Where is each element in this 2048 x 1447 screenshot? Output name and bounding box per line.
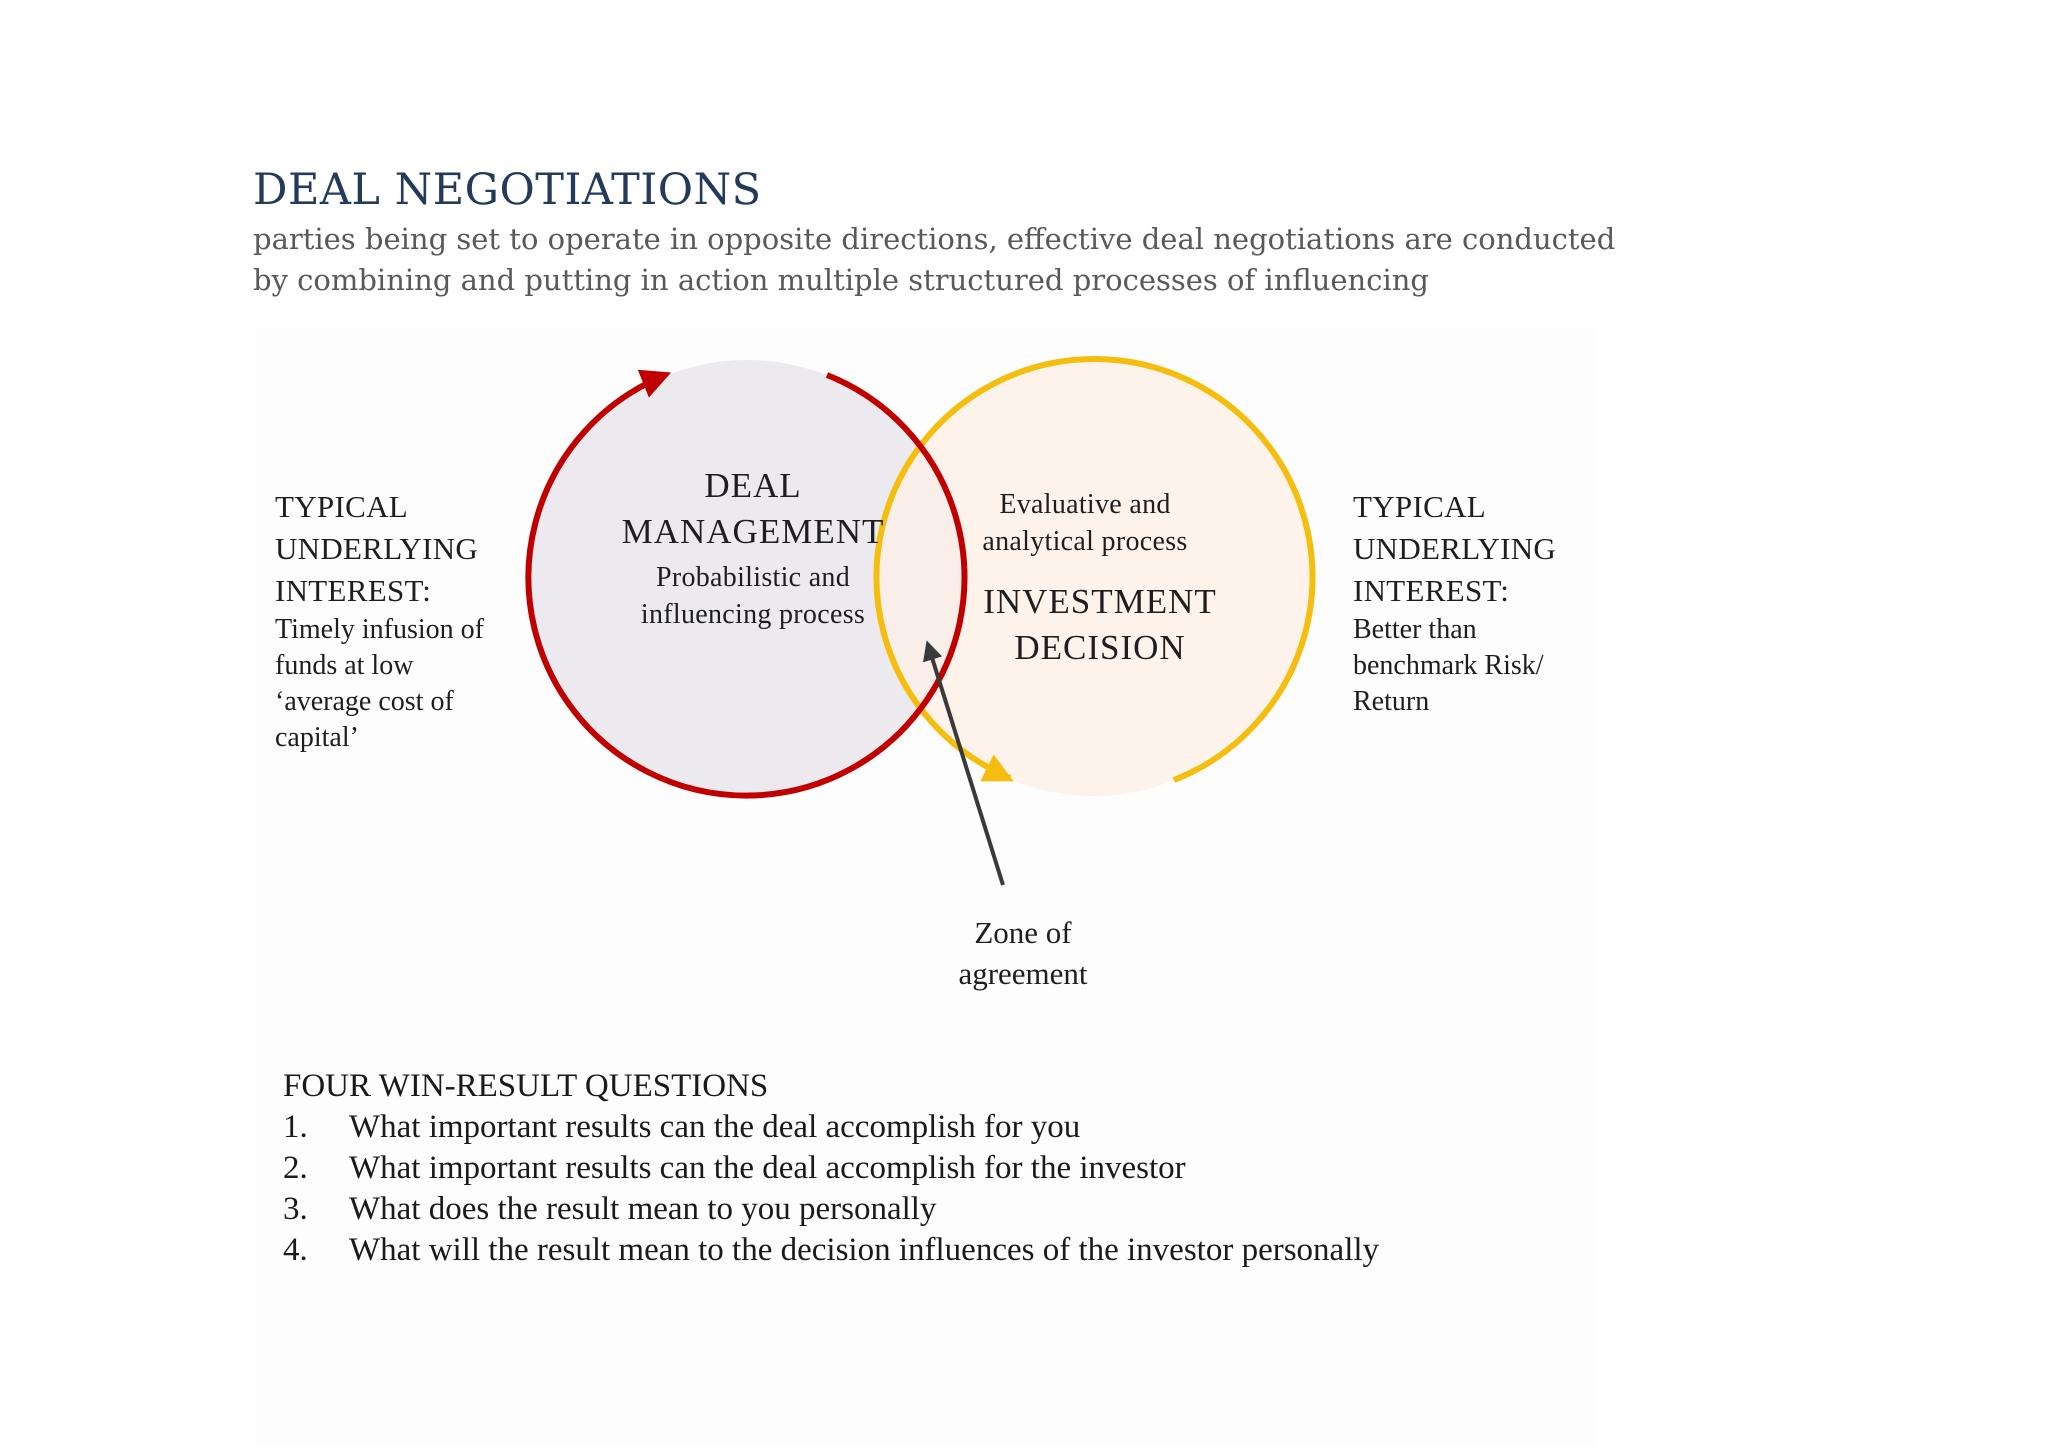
- list-item-text: What does the result mean to you personally: [349, 1191, 937, 1227]
- list-item-text: What important results can the deal accomplish for the investor: [349, 1150, 1186, 1186]
- list-item: [283, 1148, 1783, 1189]
- right-interest-detail-line: benchmark Risk/: [1353, 650, 1544, 681]
- subtitle-line: by combining and putting in action multiple structured processes of influencing: [253, 263, 1429, 297]
- zone-of-agreement-line: agreement: [958, 956, 1088, 991]
- win-result-questions: [283, 1066, 1783, 1271]
- left-interest-detail-line: funds at low: [275, 650, 414, 681]
- left-interest-detail-line: capital’: [275, 722, 359, 753]
- list-item-number: 4.: [283, 1232, 308, 1268]
- investment-decision-title-line: INVESTMENT: [983, 582, 1217, 621]
- investment-decision-title-line: DECISION: [1014, 628, 1186, 667]
- list-item: [283, 1230, 1783, 1271]
- deal-management-title-line: MANAGEMENT: [621, 512, 885, 551]
- left-interest-label: [275, 486, 484, 756]
- zone-of-agreement-line: Zone of: [974, 915, 1072, 950]
- deal-management-ring-arrow: [650, 377, 660, 381]
- left-interest-detail-line: ‘average cost of: [275, 686, 454, 717]
- right-interest-detail-line: Better than: [1353, 614, 1477, 645]
- list-item-text: What will the result mean to the decision influences of the investor personally: [349, 1232, 1380, 1268]
- investment-decision-process-line: Evaluative and: [999, 489, 1171, 520]
- deal-management-label: [600, 463, 906, 633]
- right-interest-detail-line: Return: [1353, 686, 1430, 717]
- right-interest-heading-line: INTEREST:: [1353, 573, 1510, 608]
- investment-decision-label: [930, 486, 1240, 560]
- questions-heading: FOUR WIN-RESULT QUESTIONS: [283, 1068, 769, 1104]
- investment-decision-process-line: analytical process: [982, 526, 1188, 557]
- investment-decision-title: [950, 579, 1250, 671]
- list-item-text: What important results can the deal accomplish for you: [349, 1109, 1081, 1145]
- right-interest-heading-line: UNDERLYING: [1353, 531, 1557, 566]
- right-interest-label: [1353, 486, 1556, 720]
- list-item: [283, 1107, 1783, 1148]
- deal-management-process-line: influencing process: [640, 599, 866, 630]
- left-interest-detail-line: Timely infusion of: [275, 614, 484, 645]
- list-item-number: 3.: [283, 1191, 308, 1227]
- page-title: DEAL NEGOTIATIONS: [253, 165, 762, 215]
- list-item: [283, 1189, 1783, 1230]
- zone-of-agreement-label: [900, 912, 1146, 994]
- subtitle-line: parties being set to operate in opposite directions, effective deal negotiations are conducted: [253, 222, 1616, 256]
- left-interest-heading-line: UNDERLYING: [275, 531, 479, 566]
- left-interest-heading-line: INTEREST:: [275, 573, 432, 608]
- left-interest-heading-line: TYPICAL: [275, 489, 408, 524]
- list-item-number: 1.: [283, 1109, 308, 1145]
- deal-management-title-line: DEAL: [704, 466, 802, 505]
- right-interest-heading-line: TYPICAL: [1353, 489, 1486, 524]
- deal-management-process-line: Probabilistic and: [655, 562, 851, 593]
- list-item-number: 2.: [283, 1150, 308, 1186]
